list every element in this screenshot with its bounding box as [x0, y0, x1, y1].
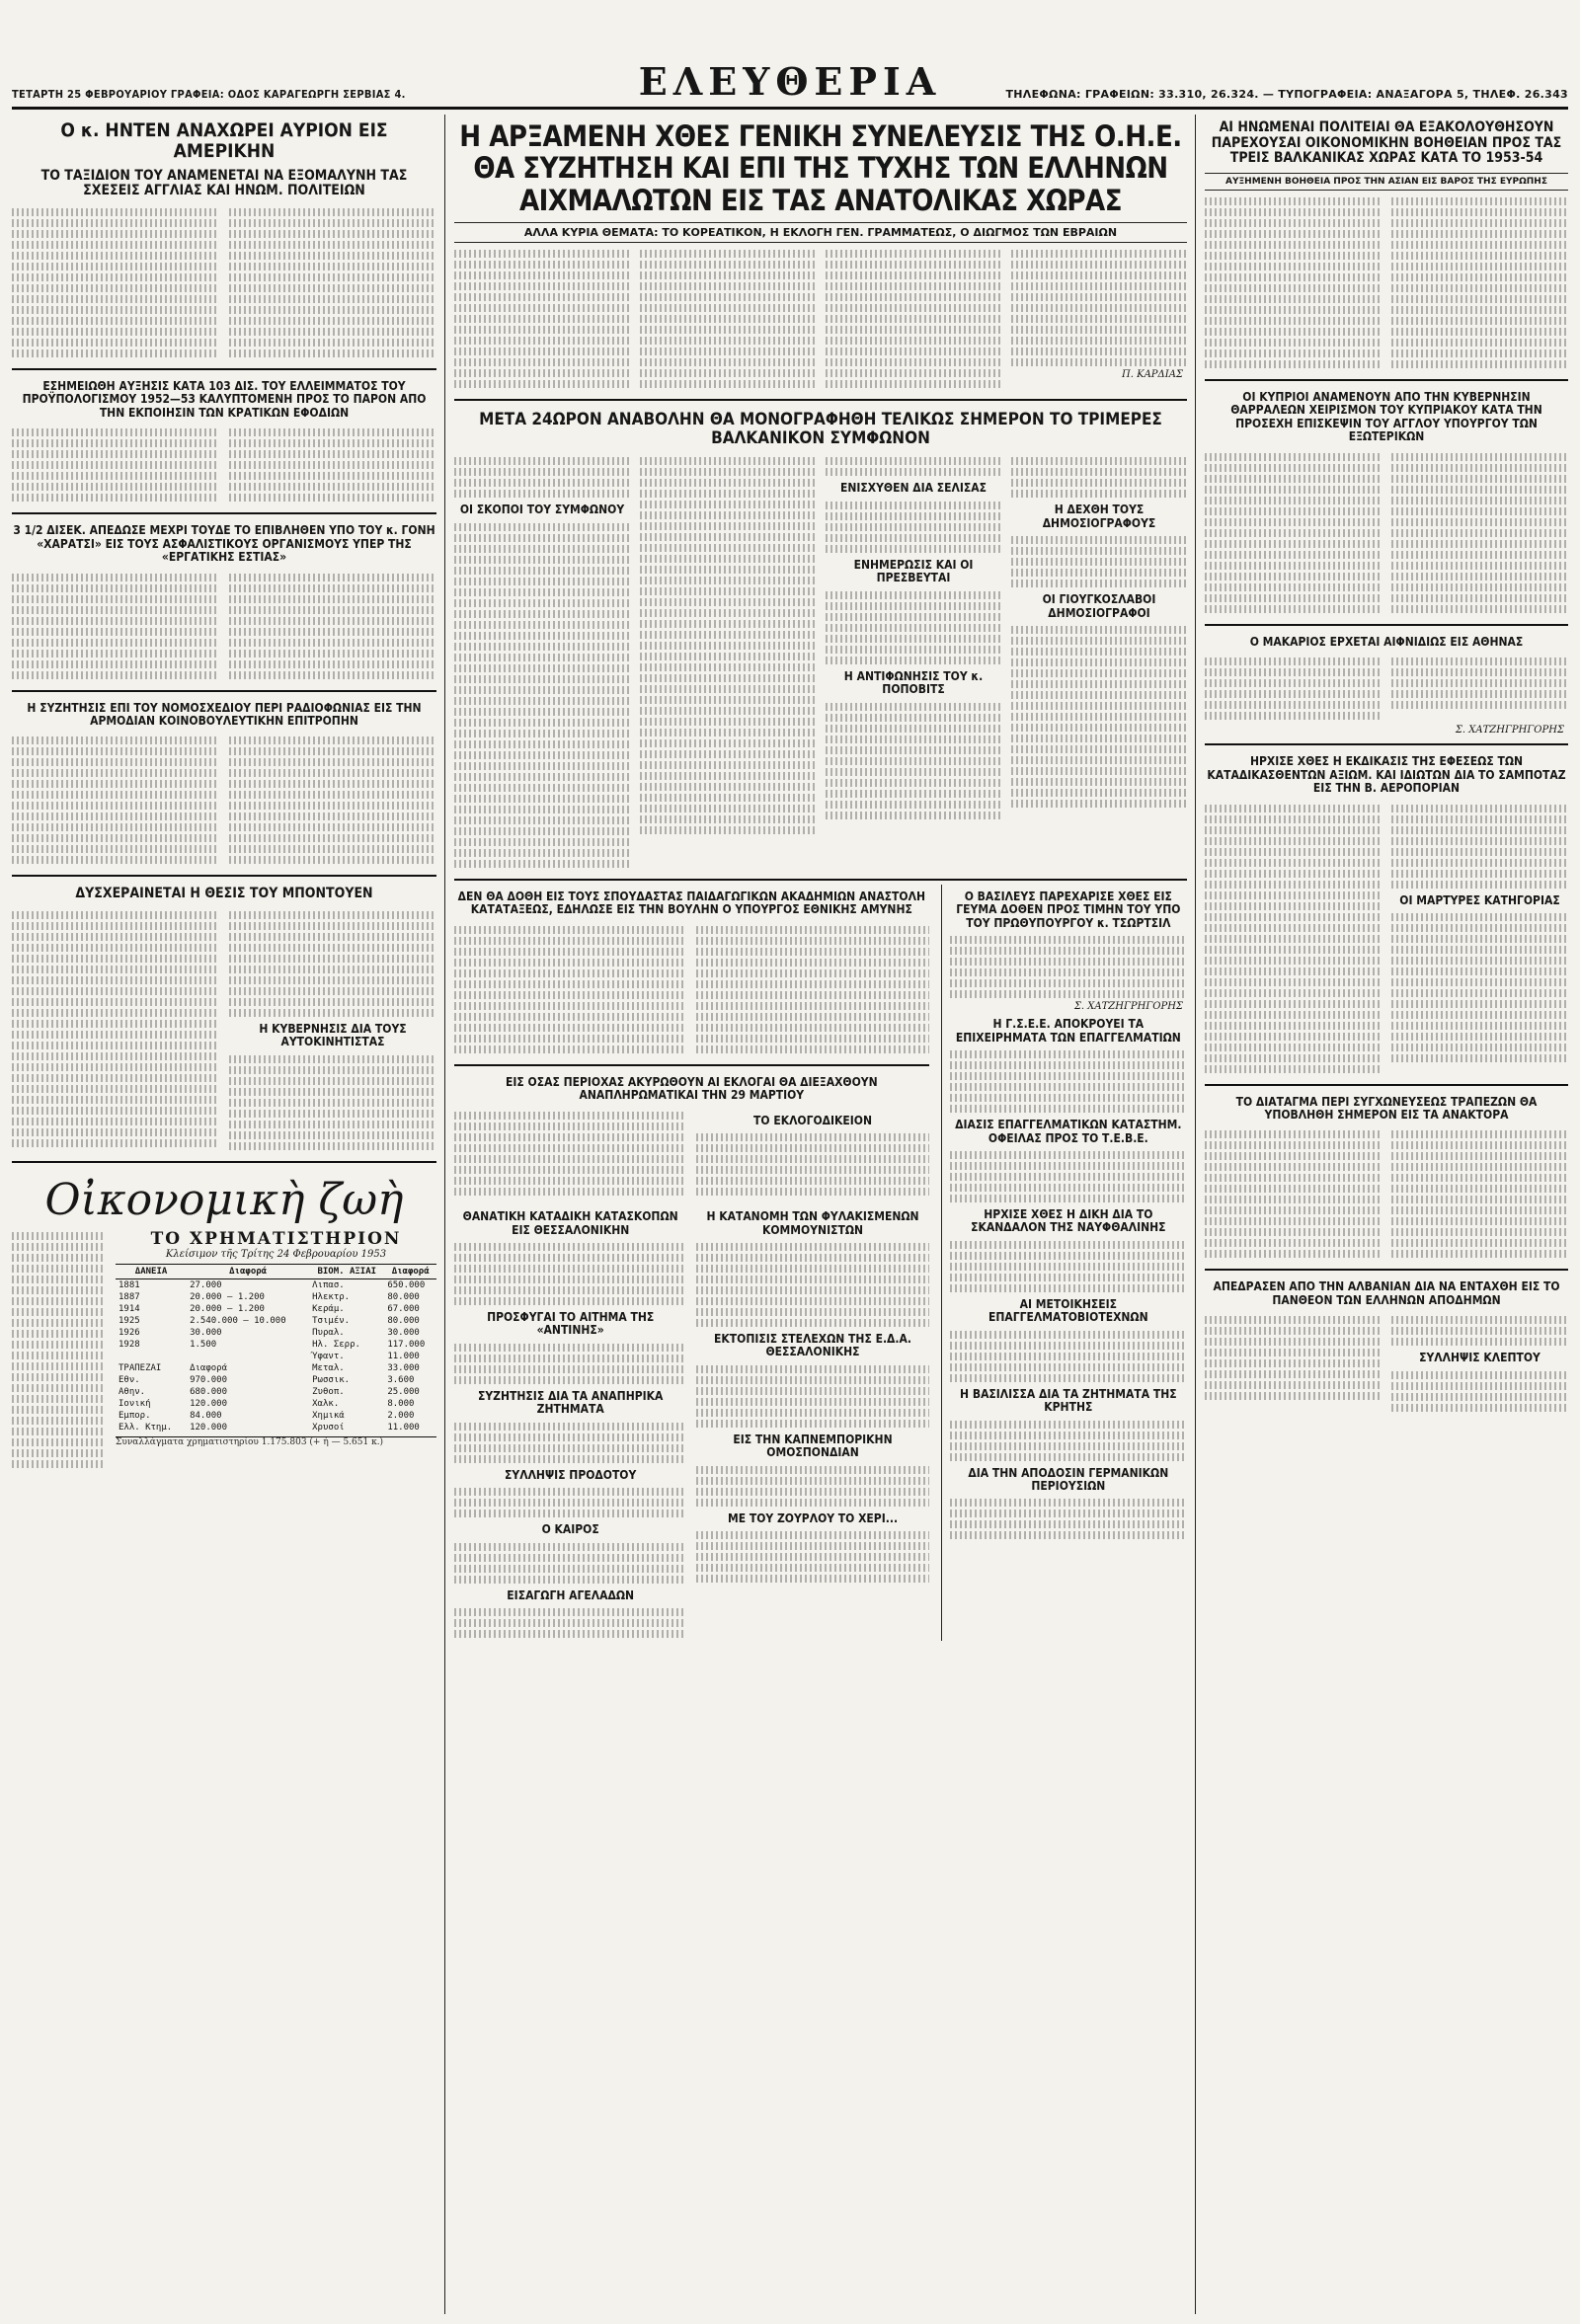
market-row — [116, 1303, 436, 1315]
article-body — [826, 247, 1001, 391]
right-column — [1205, 115, 1568, 2314]
headline-radio: Η ΣΥΖΗΤΗΣΙΣ ΕΠΙ ΤΟΥ ΝΟΜΟΣΧΕΔΙΟΥ ΠΕΡΙ ΡΑΔΙΟΦΩΝΙΑΣ ΕΙΣ ΤΗΝ ΑΡΜΟΔΙΑΝ ΚΟΙΝΟΒΟΥΛΕΥΤΙΚΗΝ ΕΠΙΤΡΟΠΗΝ — [27, 700, 422, 728]
article-body — [12, 426, 219, 504]
headline-eden: Ο κ. ΗΝΤΕΝ ΑΝΑΧΩΡΕΙ ΑΥΡΙΟΝ ΕΙΣ ΑΜΕΡΙΚΗΝ — [60, 119, 388, 163]
article-body — [454, 1204, 686, 1641]
article-body — [1391, 1127, 1568, 1261]
subhead: ΕΙΣ ΤΗΝ ΚΑΠΝΕΜΠΟΡΙΚΗΝ ΟΜΟΣΠΟΝΔΙΑΝ — [733, 1432, 893, 1460]
market-cell: 2.540.000 — 10.000 — [190, 1315, 286, 1326]
headline-us-aid: ΑΙ ΗΝΩΜΕΝΑΙ ΠΟΛΙΤΕΙΑΙ ΘΑ ΕΞΑΚΟΛΟΥΘΗΣΟΥΝ ΠΑΡΕΧΟΥΣΑΙ ΟΙΚΟΝΟΜΙΚΗΝ ΒΟΗΘΕΙΑΝ ΠΡΟΣ ΤΑΣ ΤΡΕΙΣ ΒΑΛΚΑΝΙΚΑΣ ΧΩΡΑΣ ΚΑΤΑ ΤΟ 1953-54 — [1211, 119, 1562, 167]
market-cell: 117.000 — [387, 1339, 426, 1350]
market-header: Διαφορά — [384, 1264, 436, 1278]
market-cell: ΤΡΑΠΕΖΑΙ — [118, 1362, 162, 1373]
subhead: ΟΙ ΜΑΡΤΥΡΕΣ ΚΑΤΗΓΟΡΙΑΣ — [1399, 892, 1560, 907]
market-row — [116, 1362, 436, 1374]
market-cell: Εμπορ. — [118, 1410, 151, 1421]
article-body — [1205, 194, 1382, 371]
article-body — [826, 454, 1001, 870]
article-body — [229, 205, 436, 360]
byline: Σ. ΧΑΤΖΗΓΡΗΓΟΡΗΣ — [1455, 725, 1564, 736]
article-body — [696, 923, 928, 1056]
subhead-cars: Η ΚΥΒΕΡΝΗΣΙΣ ΔΙΑ ΤΟΥΣ ΑΥΤΟΚΙΝΗΤΙΣΤΑΣ — [259, 1022, 407, 1049]
lead-subheadline: ΑΛΛΑ ΚΥΡΙΑ ΘΕΜΑΤΑ: ΤΟ ΚΟΡΕΑΤΙΚΟΝ, Η ΕΚΛΟΓΗ ΓΕΝ. ΓΡΑΜΜΑΤΕΩΣ, Ο ΔΙΩΓΜΟΣ ΤΩΝ ΕΒΡΑΙΩΝ — [454, 222, 1187, 243]
headline-sabotage-trial: ΗΡΧΙΣΕ ΧΘΕΣ Η ΕΚΔΙΚΑΣΙΣ ΤΗΣ ΕΦΕΣΕΩΣ ΤΩΝ ΚΑΤΑΔΙΚΑΣΘΕΝΤΩΝ ΑΞΙΩΜ. ΚΑΙ ΙΔΙΩΤΩΝ ΔΙΑ ΤΟ ΣΑΜΠΟΤΑΖ ΕΙΣ ΤΗΝ Β. ΑΕΡΟΠΟΡΙΑΝ — [1207, 754, 1566, 796]
market-cell: Ηλ. Σερρ. — [312, 1339, 360, 1350]
market-cell: 27.000 — [190, 1279, 222, 1290]
market-cell: 30.000 — [190, 1327, 222, 1338]
article-body — [1391, 1313, 1568, 1414]
market-cell: 120.000 — [190, 1422, 228, 1433]
market-cell: 1925 — [118, 1315, 140, 1326]
headline-makarios: Ο ΜΑΚΑΡΙΟΣ ΕΡΧΕΤΑΙ ΑΙΦΝΙΔΙΩΣ ΕΙΣ ΑΘΗΝΑΣ — [1249, 634, 1524, 649]
market-header: ΒΙΟΜ. ΑΞΙΑΙ — [309, 1264, 384, 1278]
market-cell: 2.000 — [387, 1410, 415, 1421]
market-cell: 20.000 — 1.200 — [190, 1291, 265, 1302]
market-row — [116, 1398, 436, 1410]
headline-bontouen: ΔΥΣΧΕΡΑΙΝΕΤΑΙ Η ΘΕΣΙΣ ΤΟΥ ΜΠΟΝΤΟΥΕΝ — [75, 886, 373, 902]
headline-albania: ΑΠΕΔΡΑΣΕΝ ΑΠΟ ΤΗΝ ΑΛΒΑΝΙΑΝ ΔΙΑ ΝΑ ΕΝΤΑΧΘΗ ΕΙΣ ΤΟ ΠΑΝΘΕΟΝ ΤΩΝ ΕΛΛΗΝΩΝ ΑΠΟΔΗΜΩΝ — [1213, 1279, 1560, 1307]
market-row — [116, 1327, 436, 1339]
market-cell: 11.000 — [387, 1422, 420, 1433]
masthead-date-address: ΤΕΤΑΡΤΗ 25 ΦΕΒΡΟΥΑΡΙΟΥ ΓΡΑΦΕΙΑ: ΟΔΟΣ ΚΑΡΑΓΕΩΡΓΗ ΣΕΡΒΙΑΣ 4. — [12, 88, 406, 101]
article-body — [1011, 454, 1187, 870]
subhead: Η ΒΑΣΙΛΙΣΣΑ ΔΙΑ ΤΑ ΖΗΤΗΜΑΤΑ ΤΗΣ ΚΡΗΤΗΣ — [960, 1386, 1177, 1415]
article-body — [696, 1204, 928, 1641]
market-row — [116, 1410, 436, 1422]
market-cell: 1928 — [118, 1339, 140, 1350]
article-body — [12, 734, 219, 867]
market-row — [116, 1339, 436, 1351]
subheadline-eden: ΤΟ ΤΑΞΙΔΙΟΝ ΤΟΥ ΑΝΑΜΕΝΕΤΑΙ ΝΑ ΕΞΟΜΑΛΥΝΗ ΤΑΣ ΣΧΕΣΕΙΣ ΑΓΓΛΙΑΣ ΚΑΙ ΗΝΩΜ. ΠΟΛΙΤΕΙΩΝ — [40, 167, 408, 199]
article-body — [12, 1229, 106, 1471]
subhead: ΗΡΧΙΣΕ ΧΘΕΣ Η ΔΙΚΗ ΔΙΑ ΤΟ ΣΚΑΝΔΑΛΟΝ ΤΗΣ ΝΑΥΦΘΑΛΙΝΗΣ — [971, 1206, 1166, 1235]
market-cell: Πυραλ. — [312, 1327, 345, 1338]
market-cell: Ελλ. Κτημ. — [118, 1422, 173, 1433]
market-cell: 1.500 — [190, 1339, 217, 1350]
headline-bank-merger: ΤΟ ΔΙΑΤΑΓΜΑ ΠΕΡΙ ΣΥΓΧΩΝΕΥΣΕΩΣ ΤΡΑΠΕΖΩΝ ΘΑ ΥΠΟΒΛΗΘΗ ΣΗΜΕΡΟΝ ΕΙΣ ΤΑ ΑΝΑΚΤΟΡΑ — [1235, 1094, 1538, 1122]
market-cell: Ρωσσικ. — [312, 1374, 351, 1385]
market-cell: 1926 — [118, 1327, 140, 1338]
column-rule — [1195, 115, 1196, 2314]
article-body — [1391, 802, 1568, 1076]
subhead: ΑΙ ΜΕΤΟΙΚΗΣΕΙΣ ΕΠΑΓΓΕΛΜΑΤΟΒΙΟΤΕΧΝΩΝ — [988, 1296, 1148, 1325]
market-cell: Χρυσοί — [312, 1422, 345, 1433]
market-cell: 1887 — [118, 1291, 140, 1302]
subhead: ΕΝΗΜΕΡΩΣΙΣ ΚΑΙ ΟΙ ΠΡΕΣΒΕΥΤΑΙ — [853, 557, 974, 585]
market-row — [116, 1422, 436, 1433]
article-body — [640, 247, 816, 391]
economy-title: Οἰκονομικὴ ζωὴ — [44, 1174, 404, 1225]
subhead: ΠΡΟΣΦΥΓΑΙ ΤΟ ΑΙΤΗΜΑ ΤΗΣ «ΑΝΤΙΝΗΣ» — [487, 1309, 655, 1338]
headline-students: ΔΕΝ ΘΑ ΔΟΘΗ ΕΙΣ ΤΟΥΣ ΣΠΟΥΔΑΣΤΑΣ ΠΑΙΔΑΓΩΓΙΚΩΝ ΑΚΑΔΗΜΙΩΝ ΑΝΑΣΤΟΛΗ ΚΑΤΑΤΑΞΕΩΣ, ΕΔΗΛΩΣΕ ΕΙΣ ΤΗΝ ΒΟΥΛΗΝ Ο ΥΠΟΥΡΓΟΣ ΕΘΝΙΚΗΣ ΑΜΥΝΗΣ — [457, 889, 925, 917]
market-header: Διαφορά — [187, 1264, 309, 1278]
subhead: ΣΥΛΛΗΨΙΣ ΚΛΕΠΤΟΥ — [1419, 1351, 1540, 1365]
masthead — [12, 61, 1568, 110]
market-cell: 30.000 — [387, 1327, 420, 1338]
market-cell: 25.000 — [387, 1386, 420, 1397]
market-cell: 3.600 — [387, 1374, 415, 1385]
market-cell: Αθην. — [118, 1386, 146, 1397]
market-row — [116, 1278, 436, 1291]
market-row — [116, 1291, 436, 1303]
article-body — [696, 1109, 928, 1199]
subhead: ΟΙ ΓΙΟΥΓΚΟΣΛΑΒΟΙ ΔΗΜΟΣΙΟΓΡΑΦΟΙ — [1042, 592, 1156, 620]
article-body — [1205, 1127, 1382, 1261]
headline-budget: ΕΣΗΜΕΙΩΘΗ ΑΥΞΗΣΙΣ ΚΑΤΑ 103 ΔΙΣ. ΤΟΥ ΕΛΛΕΙΜΜΑΤΟΣ ΤΟΥ ΠΡΟΫΠΟΛΟΓΙΣΜΟΥ 1952—53 ΚΑΛΥΠΤΟΜΕΝΗ ΠΡΟΣ ΤΟ ΠΑΡΟΝ ΑΠΟ ΤΗΝ ΕΚΠΟΙΗΣΙΝ ΤΩΝ ΚΡΑΤΙΚΩΝ ΕΦΟΔΙΩΝ — [22, 378, 427, 420]
market-cell: 84.000 — [190, 1410, 222, 1421]
headline-elections: ΕΙΣ ΟΣΑΣ ΠΕΡΙΟΧΑΣ ΑΚΥΡΩΘΟΥΝ ΑΙ ΕΚΛΟΓΑΙ ΘΑ ΔΙΕΞΑΧΘΟΥΝ ΑΝΑΠΛΗΡΩΜΑΤΙΚΑΙ ΤΗΝ 29 ΜΑΡΤΙΟΥ — [506, 1074, 878, 1103]
market-cell: 20.000 — 1.200 — [190, 1303, 265, 1314]
article-body — [1391, 450, 1568, 616]
market-cell: Ιονική — [118, 1398, 151, 1409]
subhead: Ο ΚΑΙΡΟΣ — [541, 1522, 599, 1537]
headline-balkan-pact: ΜΕΤΑ 24ΩΡΟΝ ΑΝΑΒΟΛΗΝ ΘΑ ΜΟΝΟΓΡΑΦΗΘΗ ΤΕΛΙΚΩΣ ΣΗΜΕΡΟΝ ΤΟ ΤΡΙΜΕΡΕΣ ΒΑΛΚΑΝΙΚΟΝ ΣΥΜΦΩΝΟΝ — [479, 410, 1162, 449]
market-cell: Ύφαντ. — [312, 1351, 345, 1361]
market-header: ΔΑΝΕΙΑ — [116, 1264, 187, 1278]
market-row — [116, 1315, 436, 1327]
market-cell: Κεράμ. — [312, 1303, 345, 1314]
article-body — [454, 247, 630, 391]
economy-section — [12, 1161, 436, 1471]
subhead: ΕΚΤΟΠΙΣΙΣ ΣΤΕΛΕΧΩΝ ΤΗΣ Ε.Δ.Α. ΘΕΣΣΑΛΟΝΙΚΗΣ — [714, 1331, 911, 1359]
subhead: ΟΙ ΣΚΟΠΟΙ ΤΟΥ ΣΥΜΦΩΝΟΥ — [459, 503, 625, 517]
market-cell: Διαφορά — [190, 1362, 228, 1373]
article-body — [1205, 802, 1382, 1076]
article-body — [12, 908, 219, 1153]
market-cell: 11.000 — [387, 1351, 420, 1361]
market-cell: 8.000 — [387, 1398, 415, 1409]
market-cell: Ηλεκτρ. — [312, 1291, 351, 1302]
subhead: ΤΟ ΕΚΛΟΓΟΔΙΚΕΙΟΝ — [753, 1113, 872, 1127]
masthead-phones: ΤΗΛΕΦΩΝΑ: ΓΡΑΦΕΙΩΝ: 33.310, 26.324. — ΤΥΠΟΓΡΑΦΕΙΑ: ΑΝΑΞΑΓΟΡΑ 5, ΤΗΛΕΦ. 26.343 — [1005, 88, 1568, 101]
column-rule — [444, 115, 445, 2314]
market-cell: 120.000 — [190, 1398, 228, 1409]
market-cell: 33.000 — [387, 1362, 420, 1373]
article-body — [454, 1109, 686, 1199]
market-cell: Εθν. — [118, 1374, 140, 1385]
subhead: Η ΔΕΧΘΗ ΤΟΥΣ ΔΗΜΟΣΙΟΓΡΑΦΟΥΣ — [1042, 503, 1156, 530]
subhead: ΘΑΝΑΤΙΚΗ ΚΑΤΑΔΙΚΗ ΚΑΤΑΣΚΟΠΩΝ ΕΙΣ ΘΕΣΣΑΛΟΝΙΚΗΝ — [462, 1209, 678, 1237]
market-cell: 80.000 — [387, 1315, 420, 1326]
article-body — [1011, 247, 1187, 391]
subhead: ΕΝΙΣΧΥΘΕΝ ΔΙΑ ΣΕΛΙΣΑΣ — [839, 481, 987, 496]
market-cell: 1914 — [118, 1303, 140, 1314]
market-cell: 67.000 — [387, 1303, 420, 1314]
article-body — [454, 923, 686, 1056]
market-cell: Μεταλ. — [312, 1362, 345, 1373]
article-body — [229, 908, 436, 1153]
headline-cyprus: ΟΙ ΚΥΠΡΙΟΙ ΑΝΑΜΕΝΟΥΝ ΑΠΟ ΤΗΝ ΚΥΒΕΡΝΗΣΙΝ ΘΑΡΡΑΛΕΩΝ ΧΕΙΡΙΣΜΟΝ ΤΟΥ ΚΥΠΡΙΑΚΟΥ ΚΑΤΑ ΤΗΝ ΠΡΟΣΕΧΗ ΕΠΙΣΚΕΨΙΝ ΤΟΥ ΑΓΓΛΟΥ ΥΠΟΥΡΓΟΥ ΤΩΝ ΕΞΩΤΕΡΙΚΩΝ — [1230, 390, 1542, 444]
middle-column — [454, 115, 1187, 2314]
subhead: ΕΙΣΑΓΩΓΗ ΑΓΕΛΑΔΩΝ — [507, 1588, 635, 1602]
market-cell: Χαλκ. — [312, 1398, 340, 1409]
market-row — [116, 1374, 436, 1386]
subhead: ΜΕ ΤΟΥ ΖΟΥΡΛΟΥ ΤΟ ΧΕΡΙ... — [727, 1511, 899, 1525]
market-cell: Λιπασ. — [312, 1279, 345, 1290]
headline-haratsi: 3 1/2 ΔΙΣΕΚ. ΑΠΕΔΩΣΕ ΜΕΧΡΙ ΤΟΥΔΕ ΤΟ ΕΠΙΒΛΗΘΕΝ ΥΠΟ ΤΟΥ κ. ΓΟΝΗ «ΧΑΡΑΤΣΙ» ΕΙΣ ΤΟΥΣ ΑΣΦΑΛΙΣΤΙΚΟΥΣ ΟΡΓΑΝΙΣΜΟΥΣ ΥΠΕΡ ΤΗΣ «ΕΡΓΑΤΙΚΗΣ ΕΣΤΙΑΣ» — [13, 523, 435, 565]
stock-market-box — [116, 1229, 436, 1471]
article-body — [12, 571, 219, 682]
article-body — [229, 426, 436, 504]
article-body — [1391, 655, 1568, 723]
newspaper-title: ΕΛΕΥΘΕΡΙΑ — [638, 59, 942, 104]
market-cell: 80.000 — [387, 1291, 420, 1302]
subhead: ΔΙΑΣΙΣ ΕΠΑΓΓΕΛΜΑΤΙΚΩΝ ΚΑΤΑΣΤΗΜ. ΟΦΕΙΛΑΣ ΠΡΟΣ ΤΟ Τ.Ε.Β.Ε. — [955, 1118, 1182, 1145]
article-body — [1205, 1313, 1382, 1414]
market-cell: Τσιμέν. — [312, 1315, 351, 1326]
byline: Σ. ΧΑΤΖΗΓΡΗΓΟΡΗΣ — [1073, 1001, 1183, 1013]
market-table — [116, 1264, 436, 1433]
market-cell: Χημικά — [312, 1410, 345, 1421]
byline: Π. ΚΑΡΔΙΑΣ — [1122, 369, 1183, 381]
article-body — [229, 734, 436, 867]
market-cell: Ζυθοπ. — [312, 1386, 345, 1397]
headline-king-churchill: Ο ΒΑΣΙΛΕΥΣ ΠΑΡΕΧΑΡΙΣΕ ΧΘΕΣ ΕΙΣ ΓΕΥΜΑ ΔΟΘΕΝ ΠΡΟΣ ΤΙΜΗΝ ΤΟΥ ΥΠΟ ΤΟΥ ΠΡΩΘΥΠΟΥΡΓΟΥ κ. ΤΣΩΡΤΣΙΛ — [956, 889, 1181, 930]
article-body — [12, 205, 219, 360]
article-body — [1391, 194, 1568, 371]
article-body — [454, 454, 630, 870]
market-footer: Συναλλάγματα χρηματιστηρίου 1.175.803 (+ ή — 5.651 κ.) — [116, 1436, 436, 1449]
article-body — [640, 454, 816, 870]
lead-headline: Η ΑΡΞΑΜΕΝΗ ΧΘΕΣ ΓΕΝΙΚΗ ΣΥΝΕΛΕΥΣΙΣ ΤΗΣ Ο.Η.Ε. ΘΑ ΣΥΖΗΤΗΣΗ ΚΑΙ ΕΠΙ ΤΗΣ ΤΥΧΗΣ ΤΩΝ ΕΛΛΗΝΩΝ ΑΙΧΜΑΛΩΤΩΝ ΕΙΣ ΤΑΣ ΑΝΑΤΟΛΙΚΑΣ ΧΩΡΑΣ — [459, 119, 1182, 217]
article-body — [229, 571, 436, 682]
subhead: Η Γ.Σ.Ε.Ε. ΑΠΟΚΡΟΥΕΙ ΤΑ ΕΠΙΧΕΙΡΗΜΑΤΑ ΤΩΝ ΕΠΑΓΓΕΛΜΑΤΙΩΝ — [955, 1017, 1181, 1045]
market-cell — [187, 1351, 309, 1362]
subhead: ΣΥΖΗΤΗΣΙΣ ΔΙΑ ΤΑ ΑΝΑΠΗΡΙΚΑ ΖΗΤΗΜΑΤΑ — [477, 1388, 664, 1417]
market-row — [116, 1351, 436, 1362]
subheadline-us-aid: ΑΥΞΗΜΕΝΗ ΒΟΗΘΕΙΑ ΠΡΟΣ ΤΗΝ ΑΣΙΑΝ ΕΙΣ ΒΑΡΟΣ ΤΗΣ ΕΥΡΩΠΗΣ — [1205, 173, 1568, 191]
left-column — [12, 115, 436, 2314]
market-subtitle: Κλείσιμον τῆς Τρίτης 24 Φεβρουαρίου 1953 — [165, 1248, 387, 1260]
market-cell: 680.000 — [190, 1386, 228, 1397]
article-body — [1205, 450, 1382, 616]
market-cell: 970.000 — [190, 1374, 228, 1385]
article-body — [1205, 655, 1382, 723]
market-cell: 650.000 — [387, 1279, 426, 1290]
subhead: Η ΑΝΤΙΦΩΝΗΣΙΣ ΤΟΥ κ. ΠΟΠΟΒΙΤΣ — [843, 668, 984, 697]
market-cell — [116, 1351, 187, 1362]
market-cell: 1881 — [118, 1279, 140, 1290]
market-title: ΤΟ ΧΡΗΜΑΤΙΣΤΗΡΙΟΝ — [150, 1228, 402, 1249]
subhead: ΔΙΑ ΤΗΝ ΑΠΟΔΟΣΙΝ ΓΕΡΜΑΝΙΚΩΝ ΠΕΡΙΟΥΣΙΩΝ — [968, 1465, 1169, 1494]
subhead: Η ΚΑΤΑΝΟΜΗ ΤΩΝ ΦΥΛΑΚΙΣΜΕΝΩΝ ΚΟΜΜΟΥΝΙΣΤΩΝ — [706, 1209, 919, 1237]
subhead: ΣΥΛΛΗΨΙΣ ΠΡΟΔΟΤΟΥ — [505, 1467, 637, 1482]
market-row — [116, 1386, 436, 1398]
